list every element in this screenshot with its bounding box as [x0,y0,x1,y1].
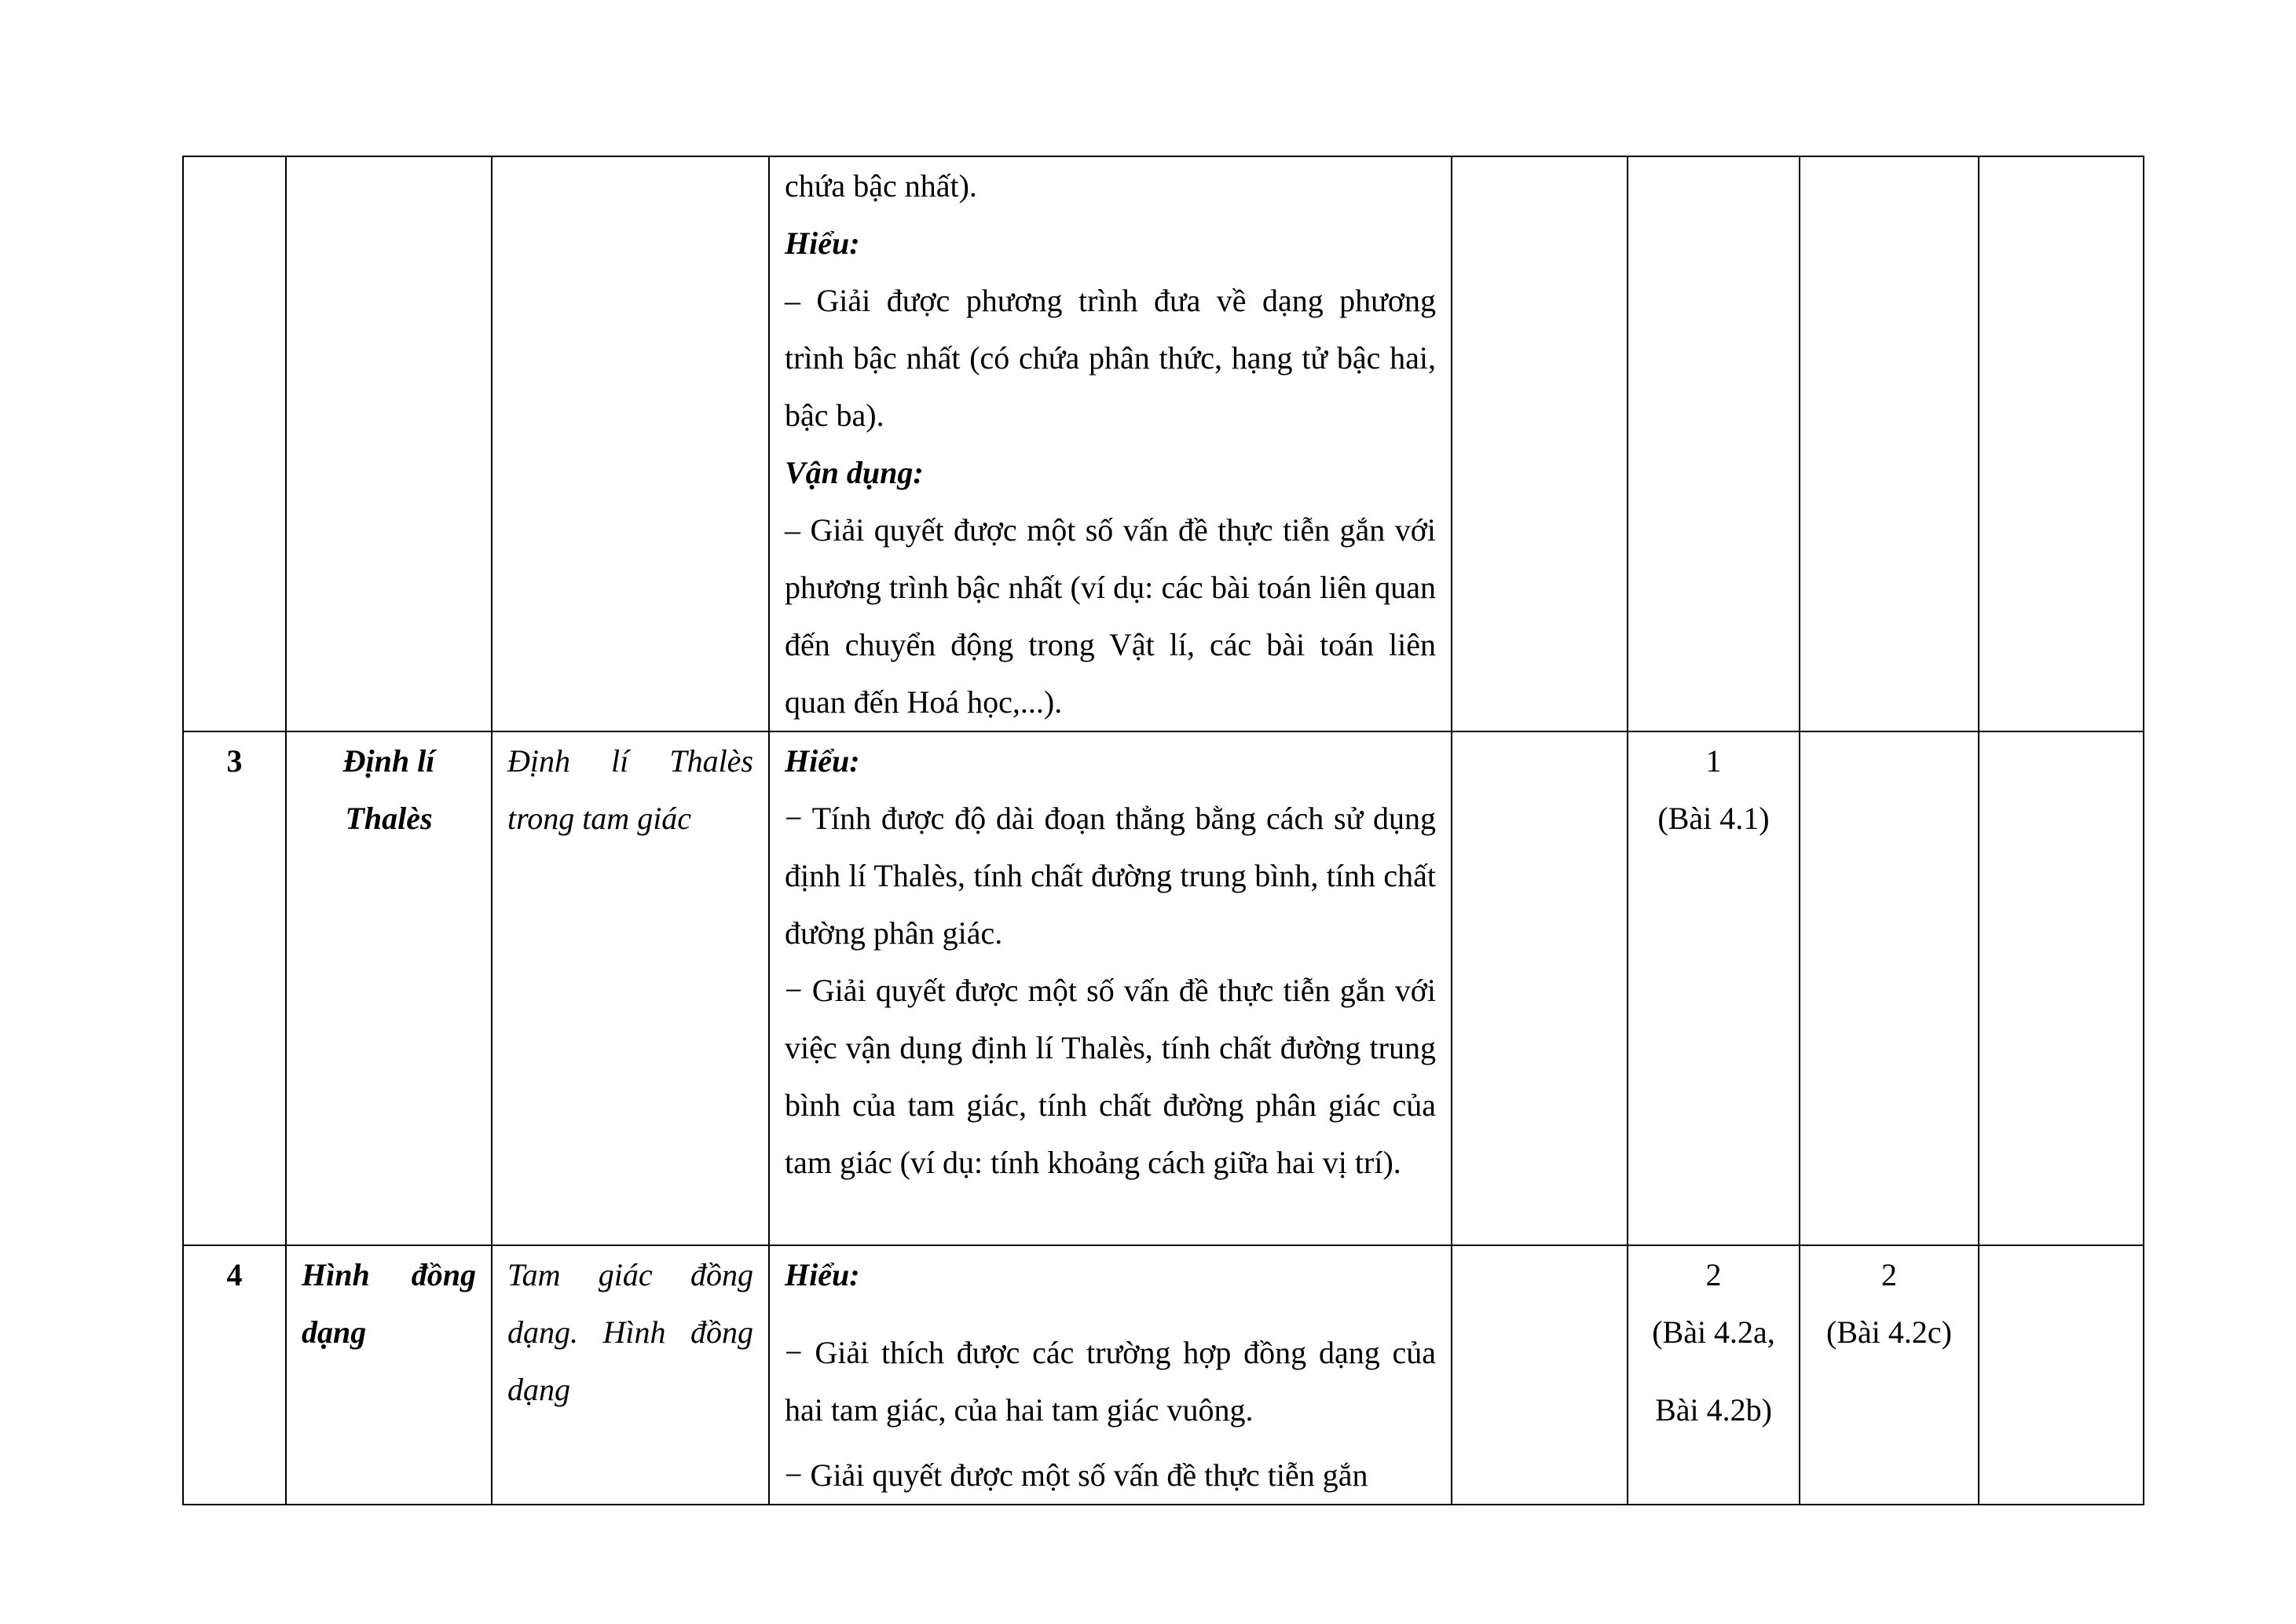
level-heading-hieu: Hiểu: [785,1257,860,1292]
level-heading-van-dung: Vận dụng: [785,455,924,490]
count-cell [1979,731,2144,1245]
count-cell [1800,731,1979,1245]
requirement-item: − Giải quyết được một số vấn đề thực tiễn gắn với việc vận dụng định lí Thalès, tính chất đường trung bình của tam giác, tính chất đường phân giác của tam giác (ví dụ: tính khoảng cách giữa hai vị trí). [785,973,1436,1180]
topic-cell: Định lí Thalès [286,731,492,1245]
requirements-cell [769,1245,1452,1505]
question-ref: (Bài 4.1) [1657,801,1770,836]
requirement-item: − Giải thích được các trường hợp đồng dạng của hai tam giác, của hai tam giác vuông. [785,1335,1436,1428]
question-count: 2 [1881,1257,1897,1292]
row-number-cell: 4 [183,1245,286,1505]
level-heading-hieu: Hiểu: [785,225,860,261]
table-row [183,1245,2144,1505]
unit-cell: Định lí Thalès trong tam giác [492,731,769,1245]
matrix-table [182,156,2144,1505]
continuation-text: chứa bậc nhất). [785,168,977,203]
requirement-item: – Giải quyết được một số vấn đề thực tiễn gắn với phương trình bậc nhất (ví dụ: các bài toán liên quan đến chuyển động trong Vật lí, các bài toán liên quan đến Hoá học,...). [785,512,1436,720]
topic-cell: Hình đồng dạng [286,1245,492,1505]
count-cell [1800,156,1979,731]
count-cell [1979,156,2144,731]
row-number-cell [183,156,286,731]
count-cell [1628,731,1800,1245]
count-cell [1628,1245,1800,1505]
question-count: 1 [1705,743,1722,779]
requirements-cell [769,156,1452,731]
count-cell [1628,156,1800,731]
question-count: 2 [1705,1257,1722,1292]
requirements-cell [769,731,1452,1245]
count-cell [1452,731,1628,1245]
table-row [183,156,2144,731]
topic-cell [286,156,492,731]
count-cell [1452,1245,1628,1505]
count-cell [1800,1245,1979,1505]
row-number-cell: 3 [183,731,286,1245]
unit-cell: Tam giác đồng dạng. Hình đồng dạng [492,1245,769,1505]
count-cell [1452,156,1628,731]
question-ref: (Bài 4.2a, [1652,1314,1775,1350]
count-cell [1979,1245,2144,1505]
level-heading-hieu: Hiểu: [785,743,860,779]
requirement-item: − Tính được độ dài đoạn thẳng bằng cách sử dụng định lí Thalès, tính chất đường trung bình, tính chất đường phân giác. [785,801,1436,951]
unit-cell [492,156,769,731]
question-ref: Bài 4.2b) [1655,1392,1772,1428]
requirement-item: – Giải được phương trình đưa về dạng phương trình bậc nhất (có chứa phân thức, hạng tử bậc hai, bậc ba). [785,283,1436,433]
question-ref: (Bài 4.2c) [1826,1314,1952,1350]
table-row [183,731,2144,1245]
requirement-item: − Giải quyết được một số vấn đề thực tiễn gắn [785,1457,1368,1493]
